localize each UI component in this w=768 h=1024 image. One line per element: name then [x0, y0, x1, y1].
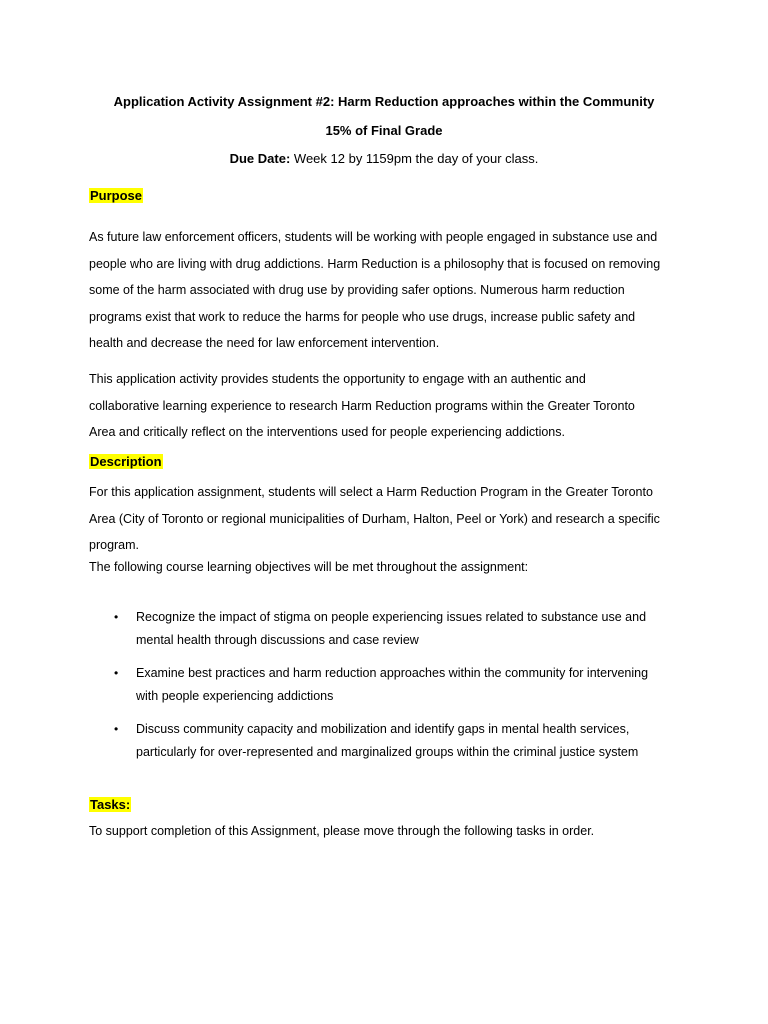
due-date-label: Due Date:: [229, 151, 291, 166]
purpose-p1-line: people who are living with drug addictions. Harm Reduction is a philosophy that is focused on removing: [89, 256, 661, 271]
description-p1-line: program.: [89, 538, 140, 552]
grade-weight: 15% of Final Grade: [325, 123, 443, 138]
purpose-paragraph-1: [89, 224, 689, 357]
tasks-heading-text: Tasks:: [90, 797, 131, 812]
list-item-text: [136, 606, 646, 651]
purpose-p2-line: This application activity provides students the opportunity to engage with an authentic and: [89, 372, 586, 386]
purpose-p1-line: As future law enforcement officers, students will be working with people engaged in substance use and: [89, 230, 658, 244]
due-date-text: Week 12 by 1159pm the day of your class.: [293, 151, 539, 166]
tasks-paragraph-line: To support completion of this Assignment, please move through the following tasks in order.: [89, 824, 595, 838]
purpose-p2-line: collaborative learning experience to research Harm Reduction programs within the Greater Toronto: [89, 398, 635, 413]
purpose-paragraph-2: [89, 366, 689, 446]
description-p1-line: For this application assignment, students will select a Harm Reduction Program in the Greater Toronto: [89, 485, 653, 499]
list-item-text: [136, 718, 638, 763]
assignment-title: Application Activity Assignment #2: Harm Reduction approaches within the Community: [113, 94, 655, 109]
purpose-p1-line: health and decrease the need for law enforcement intervention.: [89, 336, 440, 350]
list-item-line: with people experiencing addictions: [136, 688, 334, 703]
bullet-icon: •: [114, 666, 119, 680]
list-item-line: particularly for over-represented and marginalized groups within the criminal justice system: [136, 744, 639, 759]
description-paragraph-1: [89, 479, 689, 559]
list-item-text: [136, 662, 648, 707]
list-item-line: Examine best practices and harm reduction approaches within the community for intervening: [136, 666, 649, 680]
description-heading-text: Description: [90, 454, 162, 469]
purpose-p1-line: some of the harm associated with drug use by providing safer options. Numerous harm reduction: [89, 283, 625, 297]
bullet-icon: •: [114, 610, 119, 624]
list-item-line: Recognize the impact of stigma on people experiencing issues related to substance use and: [136, 610, 647, 624]
description-heading: [89, 454, 163, 469]
description-paragraph-2: [89, 558, 689, 576]
list-item-line: Discuss community capacity and mobilization and identify gaps in mental health services,: [136, 722, 630, 736]
tasks-heading: [89, 797, 131, 812]
purpose-heading-text: Purpose: [90, 188, 143, 203]
bullet-icon: •: [114, 722, 119, 736]
list-item-line: mental health through discussions and case review: [136, 632, 419, 647]
purpose-p1-line: programs exist that work to reduce the harms for people who use drugs, increase public safety and: [89, 309, 636, 324]
purpose-p2-line: Area and critically reflect on the interventions used for people experiencing addictions.: [89, 425, 565, 439]
description-p2-line: The following course learning objectives will be met throughout the assignment:: [89, 560, 529, 574]
tasks-paragraph: [89, 822, 689, 840]
due-date: [0, 151, 768, 166]
purpose-heading: [89, 188, 143, 203]
description-p1-line: Area (City of Toronto or regional municipalities of Durham, Halton, Peel or York) and research a specific: [89, 511, 660, 526]
